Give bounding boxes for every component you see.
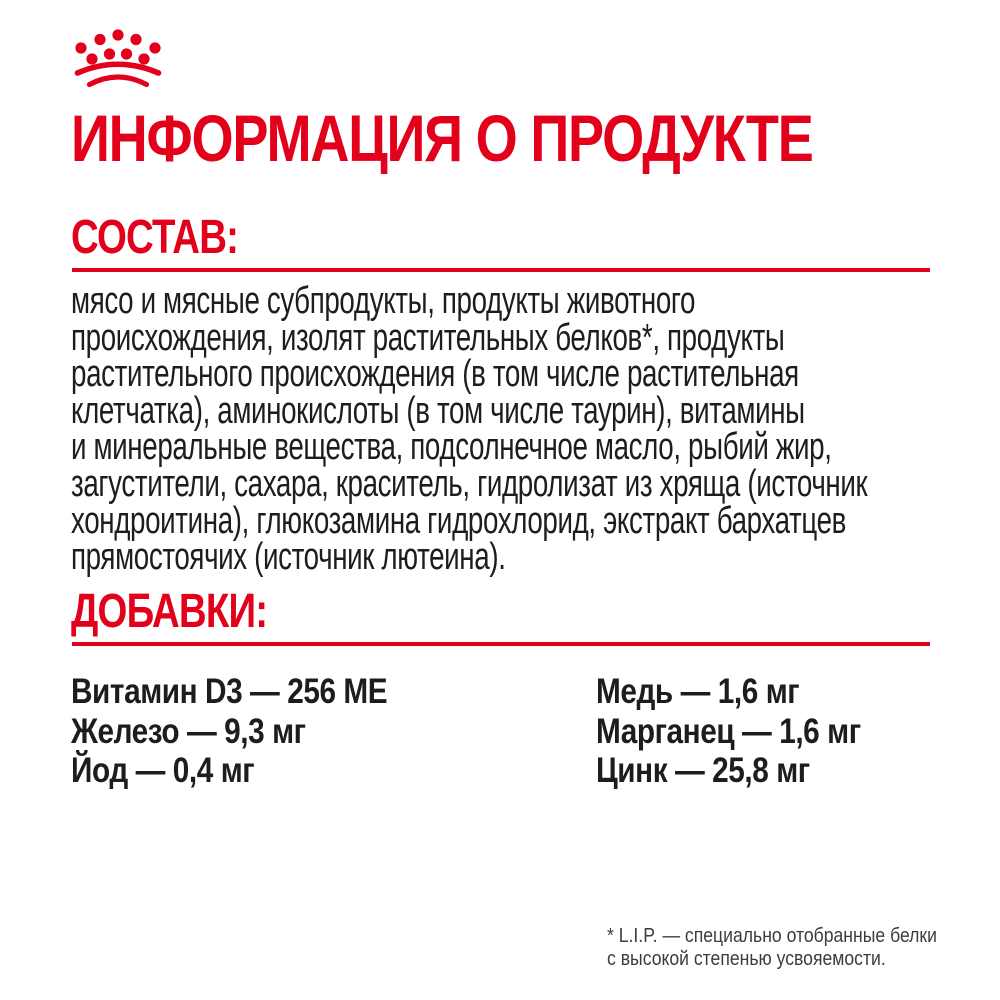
divider-line — [72, 268, 930, 272]
divider-line — [72, 642, 930, 646]
additive-item: Цинк — 25,8 мг — [596, 751, 810, 790]
composition-line: происхождения, изолят растительных белков*, продукты — [71, 316, 785, 359]
composition-line: и минеральные вещества, подсолнечное масло, рыбий жир, — [71, 426, 832, 469]
page-title: ИНФОРМАЦИЯ О ПРОДУКТЕ — [71, 101, 813, 175]
composition-heading: СОСТАВ: — [71, 211, 239, 264]
royal-canin-crown-icon — [70, 26, 168, 92]
composition-line: растительного происхождения (в том числе растительная — [71, 353, 799, 396]
additive-item: Марганец — 1,6 мг — [596, 711, 861, 751]
additives-left-column — [71, 672, 387, 791]
footnote-line: * L.I.P. — специально отобранные белки — [607, 925, 937, 947]
additives-heading: ДОБАВКИ: — [71, 585, 268, 638]
composition-line: хондроитина), глюкозамина гидрохлорид, экстракт бархатцев — [71, 499, 847, 542]
composition-line: клетчатка), аминокислоты (в том числе таурин), витамины — [71, 389, 805, 432]
composition-line: мясо и мясные субпродукты, продукты животного — [71, 280, 696, 322]
footnote — [607, 925, 937, 971]
composition-text — [71, 280, 868, 579]
additive-item: Витамин D3 — 256 МЕ — [71, 672, 388, 711]
composition-line: прямостоячих (источник лютеина). — [71, 536, 506, 579]
additives-right-column — [596, 672, 861, 791]
additive-item: Медь — 1,6 мг — [596, 672, 800, 711]
additive-item: Железо — 9,3 мг — [71, 711, 306, 751]
additive-item: Йод — 0,4 мг — [71, 751, 255, 790]
composition-line: загустители, сахара, краситель, гидролизат из хряща (источник — [71, 462, 868, 505]
footnote-line: с высокой степенью усвояемости. — [607, 948, 886, 970]
